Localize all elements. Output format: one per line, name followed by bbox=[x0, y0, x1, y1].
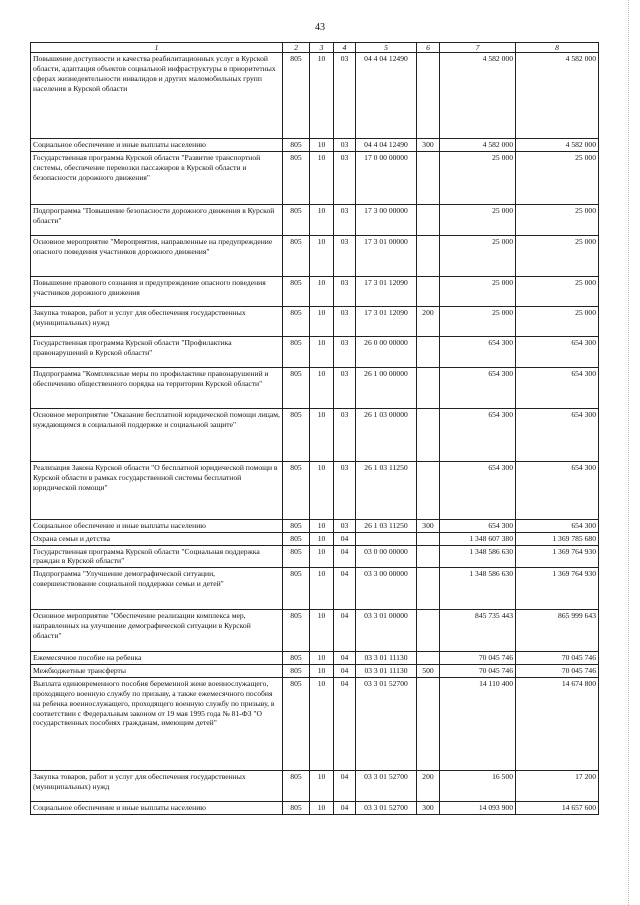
row-value-cell: 03 3 01 00000 bbox=[356, 610, 417, 652]
row-value-cell bbox=[417, 461, 440, 519]
row-value-cell bbox=[417, 336, 440, 367]
row-value-cell: 805 bbox=[283, 235, 310, 276]
row-name-cell: Государственная программа Курской области "Социальная поддержка граждан в Курской области" bbox=[31, 545, 283, 568]
row-value-cell: 03 bbox=[334, 461, 356, 519]
row-value-cell: 805 bbox=[283, 336, 310, 367]
row-value-cell: 03 bbox=[334, 306, 356, 336]
row-value-cell: 70 045 746 bbox=[516, 665, 599, 678]
row-value-cell: 10 bbox=[310, 568, 334, 610]
table-row bbox=[31, 276, 599, 306]
table-row bbox=[31, 610, 599, 652]
page-number: 43 bbox=[315, 22, 325, 33]
table-row bbox=[31, 519, 599, 532]
table-row bbox=[31, 53, 599, 139]
row-value-cell bbox=[417, 545, 440, 568]
row-name-cell: Социальное обеспечение и иные выплаты населению bbox=[31, 802, 283, 815]
row-value-cell: 805 bbox=[283, 408, 310, 461]
row-name-cell: Социальное обеспечение и иные выплаты населению bbox=[31, 519, 283, 532]
row-name-cell: Подпрограмма "Повышение безопасности дорожного движения в Курской области" bbox=[31, 204, 283, 235]
row-value-cell: 500 bbox=[417, 665, 440, 678]
row-value-cell: 04 bbox=[334, 568, 356, 610]
row-value-cell: 10 bbox=[310, 771, 334, 802]
row-value-cell: 654 300 bbox=[440, 336, 516, 367]
row-value-cell bbox=[417, 53, 440, 139]
header-cell: 8 bbox=[516, 43, 599, 53]
row-value-cell: 17 3 01 12090 bbox=[356, 276, 417, 306]
row-value-cell bbox=[417, 610, 440, 652]
row-value-cell bbox=[417, 408, 440, 461]
header-cell: 2 bbox=[283, 43, 310, 53]
row-value-cell bbox=[417, 204, 440, 235]
row-value-cell: 17 0 00 00000 bbox=[356, 151, 417, 204]
row-value-cell: 04 bbox=[334, 665, 356, 678]
row-value-cell: 25 000 bbox=[516, 276, 599, 306]
row-value-cell: 654 300 bbox=[440, 367, 516, 408]
table-row bbox=[31, 532, 599, 545]
row-value-cell: 26 1 00 00000 bbox=[356, 367, 417, 408]
row-value-cell: 70 045 746 bbox=[440, 665, 516, 678]
row-value-cell: 03 bbox=[334, 53, 356, 139]
row-value-cell: 03 bbox=[334, 139, 356, 152]
table-row bbox=[31, 235, 599, 276]
row-value-cell: 04 4 04 12490 bbox=[356, 139, 417, 152]
table-row bbox=[31, 408, 599, 461]
row-value-cell: 654 300 bbox=[516, 461, 599, 519]
row-value-cell: 865 999 643 bbox=[516, 610, 599, 652]
row-value-cell: 654 300 bbox=[440, 408, 516, 461]
row-value-cell: 300 bbox=[417, 139, 440, 152]
header-cell: 3 bbox=[310, 43, 334, 53]
row-value-cell: 10 bbox=[310, 235, 334, 276]
row-value-cell: 04 bbox=[334, 652, 356, 665]
row-value-cell: 300 bbox=[417, 519, 440, 532]
table-row bbox=[31, 771, 599, 802]
row-value-cell: 10 bbox=[310, 545, 334, 568]
row-value-cell: 26 0 00 00000 bbox=[356, 336, 417, 367]
row-value-cell: 10 bbox=[310, 802, 334, 815]
row-value-cell: 10 bbox=[310, 139, 334, 152]
header-cell: 4 bbox=[334, 43, 356, 53]
row-name-cell: Повышение доступности и качества реабилитационных услуг в Курской области, адаптация объектов социальной инфраструктуры в приоритетных сферах жизнедеятельности инвалидов и других маломобильных групп населения в Курской области bbox=[31, 53, 283, 139]
row-value-cell: 10 bbox=[310, 408, 334, 461]
row-value-cell: 1 348 586 630 bbox=[440, 545, 516, 568]
table-row bbox=[31, 545, 599, 568]
header-row bbox=[31, 43, 599, 53]
row-value-cell: 300 bbox=[417, 802, 440, 815]
row-value-cell: 805 bbox=[283, 204, 310, 235]
table-row bbox=[31, 336, 599, 367]
binding-line bbox=[628, 0, 630, 905]
row-name-cell: Основное мероприятие "Обеспечение реализации комплекса мер, направленных на улучшение демографической ситуации в Курской области" bbox=[31, 610, 283, 652]
table-row bbox=[31, 139, 599, 152]
row-value-cell: 654 300 bbox=[516, 336, 599, 367]
row-value-cell: 25 000 bbox=[440, 235, 516, 276]
row-value-cell: 805 bbox=[283, 139, 310, 152]
row-value-cell: 03 3 01 11130 bbox=[356, 652, 417, 665]
row-value-cell: 654 300 bbox=[516, 408, 599, 461]
row-value-cell: 805 bbox=[283, 151, 310, 204]
row-value-cell bbox=[356, 532, 417, 545]
row-name-cell: Социальное обеспечение и иные выплаты населению bbox=[31, 139, 283, 152]
row-value-cell: 04 bbox=[334, 532, 356, 545]
row-name-cell: Закупка товаров, работ и услуг для обеспечения государственных (муниципальных) нужд bbox=[31, 306, 283, 336]
row-value-cell: 03 bbox=[334, 367, 356, 408]
table-body bbox=[31, 53, 599, 815]
budget-table bbox=[30, 42, 599, 815]
row-value-cell: 10 bbox=[310, 519, 334, 532]
row-value-cell: 1 348 586 630 bbox=[440, 568, 516, 610]
row-value-cell: 845 735 443 bbox=[440, 610, 516, 652]
header-cell: 7 bbox=[440, 43, 516, 53]
row-name-cell: Подпрограмма "Комплексные меры по профилактике правонарушений и обеспечению общественного порядка на территории Курской области" bbox=[31, 367, 283, 408]
row-value-cell: 03 3 00 00000 bbox=[356, 568, 417, 610]
row-value-cell: 805 bbox=[283, 276, 310, 306]
row-value-cell: 70 045 746 bbox=[440, 652, 516, 665]
row-value-cell: 10 bbox=[310, 610, 334, 652]
row-value-cell: 805 bbox=[283, 532, 310, 545]
row-value-cell: 1 369 764 930 bbox=[516, 568, 599, 610]
table-row bbox=[31, 306, 599, 336]
row-value-cell bbox=[417, 235, 440, 276]
row-value-cell: 03 bbox=[334, 151, 356, 204]
row-value-cell: 03 bbox=[334, 204, 356, 235]
row-value-cell bbox=[417, 678, 440, 771]
row-value-cell: 04 bbox=[334, 678, 356, 771]
row-value-cell: 04 4 04 12490 bbox=[356, 53, 417, 139]
row-value-cell: 1 369 764 930 bbox=[516, 545, 599, 568]
table-row bbox=[31, 568, 599, 610]
row-name-cell: Реализация Закона Курской области "О бесплатной юридической помощи в Курской области в рамках государственной системы бесплатной юридической помощи" bbox=[31, 461, 283, 519]
row-value-cell: 04 bbox=[334, 802, 356, 815]
row-value-cell bbox=[417, 532, 440, 545]
row-value-cell: 10 bbox=[310, 652, 334, 665]
header-cell: 1 bbox=[31, 43, 283, 53]
row-value-cell: 10 bbox=[310, 665, 334, 678]
table-row bbox=[31, 665, 599, 678]
row-value-cell bbox=[417, 367, 440, 408]
row-value-cell: 03 bbox=[334, 336, 356, 367]
row-value-cell bbox=[417, 276, 440, 306]
row-value-cell: 10 bbox=[310, 306, 334, 336]
row-value-cell bbox=[417, 652, 440, 665]
row-value-cell: 14 110 400 bbox=[440, 678, 516, 771]
row-value-cell: 10 bbox=[310, 276, 334, 306]
row-value-cell: 25 000 bbox=[516, 235, 599, 276]
row-value-cell: 03 bbox=[334, 408, 356, 461]
row-name-cell: Государственная программа Курской области "Профилактика правонарушений в Курской области" bbox=[31, 336, 283, 367]
row-value-cell: 25 000 bbox=[516, 306, 599, 336]
row-name-cell: Охрана семьи и детства bbox=[31, 532, 283, 545]
row-value-cell: 805 bbox=[283, 461, 310, 519]
row-value-cell: 805 bbox=[283, 306, 310, 336]
row-value-cell: 805 bbox=[283, 652, 310, 665]
table-row bbox=[31, 652, 599, 665]
row-value-cell: 03 bbox=[334, 235, 356, 276]
row-value-cell: 805 bbox=[283, 545, 310, 568]
row-value-cell: 654 300 bbox=[440, 519, 516, 532]
row-value-cell bbox=[417, 151, 440, 204]
row-value-cell: 805 bbox=[283, 610, 310, 652]
header-cell: 5 bbox=[356, 43, 417, 53]
row-value-cell bbox=[417, 568, 440, 610]
row-value-cell: 04 bbox=[334, 610, 356, 652]
row-value-cell: 17 3 01 12090 bbox=[356, 306, 417, 336]
row-value-cell: 805 bbox=[283, 568, 310, 610]
row-value-cell: 200 bbox=[417, 771, 440, 802]
row-value-cell: 1 348 607 380 bbox=[440, 532, 516, 545]
row-value-cell: 654 300 bbox=[516, 519, 599, 532]
table-row bbox=[31, 204, 599, 235]
row-value-cell: 10 bbox=[310, 204, 334, 235]
row-value-cell: 03 3 01 52700 bbox=[356, 802, 417, 815]
row-value-cell: 17 3 00 00000 bbox=[356, 204, 417, 235]
row-value-cell: 10 bbox=[310, 461, 334, 519]
row-value-cell: 03 3 01 11130 bbox=[356, 665, 417, 678]
row-value-cell: 25 000 bbox=[516, 151, 599, 204]
row-value-cell: 1 369 785 680 bbox=[516, 532, 599, 545]
row-value-cell: 14 674 800 bbox=[516, 678, 599, 771]
row-value-cell: 70 045 746 bbox=[516, 652, 599, 665]
row-value-cell: 10 bbox=[310, 678, 334, 771]
row-value-cell: 26 1 03 00000 bbox=[356, 408, 417, 461]
row-value-cell: 4 582 000 bbox=[516, 139, 599, 152]
table-row bbox=[31, 151, 599, 204]
row-value-cell: 10 bbox=[310, 532, 334, 545]
row-value-cell: 03 bbox=[334, 519, 356, 532]
row-value-cell: 17 3 01 00000 bbox=[356, 235, 417, 276]
row-value-cell: 25 000 bbox=[440, 276, 516, 306]
row-value-cell: 4 582 000 bbox=[516, 53, 599, 139]
row-value-cell: 200 bbox=[417, 306, 440, 336]
row-value-cell: 4 582 000 bbox=[440, 139, 516, 152]
table-row bbox=[31, 802, 599, 815]
table-row bbox=[31, 461, 599, 519]
row-value-cell: 805 bbox=[283, 771, 310, 802]
row-value-cell: 14 657 600 bbox=[516, 802, 599, 815]
row-value-cell: 03 3 01 52700 bbox=[356, 678, 417, 771]
row-value-cell: 25 000 bbox=[440, 151, 516, 204]
row-name-cell: Основное мероприятие "Оказание бесплатной юридической помощи лицам, нуждающимся в социальной поддержке и социальной защите" bbox=[31, 408, 283, 461]
row-value-cell: 26 1 03 11250 bbox=[356, 519, 417, 532]
row-value-cell: 805 bbox=[283, 519, 310, 532]
row-value-cell: 04 bbox=[334, 545, 356, 568]
row-value-cell: 17 200 bbox=[516, 771, 599, 802]
row-name-cell: Основное мероприятие "Мероприятия, направленные на предупреждение опасного поведения участников дорожного движения" bbox=[31, 235, 283, 276]
row-value-cell: 16 500 bbox=[440, 771, 516, 802]
row-value-cell: 654 300 bbox=[440, 461, 516, 519]
row-name-cell: Повышение правового сознания и предупреждение опасного поведения участников дорожного движения bbox=[31, 276, 283, 306]
row-value-cell: 805 bbox=[283, 678, 310, 771]
row-name-cell: Выплата единовременного пособия беременной жене военнослужащего, проходящего военную службу по призыву, а также ежемесячного пособия на ребенка военнослужащего, проходящего военную службу по призыву, в соответствии с Федеральным законом от 19 мая 1995 года № 81-ФЗ "О государственных пособиях гражданам, имеющим детей" bbox=[31, 678, 283, 771]
table-row bbox=[31, 678, 599, 771]
row-name-cell: Ежемесячное пособие на ребенка bbox=[31, 652, 283, 665]
table-row bbox=[31, 367, 599, 408]
row-value-cell: 10 bbox=[310, 336, 334, 367]
row-value-cell: 03 0 00 00000 bbox=[356, 545, 417, 568]
row-name-cell: Подпрограмма "Улучшение демографической ситуации, совершенствование социальной поддержки семьи и детей" bbox=[31, 568, 283, 610]
row-value-cell: 10 bbox=[310, 151, 334, 204]
row-value-cell: 805 bbox=[283, 665, 310, 678]
row-value-cell: 04 bbox=[334, 771, 356, 802]
row-value-cell: 4 582 000 bbox=[440, 53, 516, 139]
row-value-cell: 03 bbox=[334, 276, 356, 306]
row-value-cell: 10 bbox=[310, 367, 334, 408]
row-value-cell: 14 093 900 bbox=[440, 802, 516, 815]
row-value-cell: 26 1 03 11250 bbox=[356, 461, 417, 519]
row-value-cell: 10 bbox=[310, 53, 334, 139]
row-name-cell: Государственная программа Курской области "Развитие транспортной системы, обеспечение перевозки пассажиров в Курской области и безопасности дорожного движения" bbox=[31, 151, 283, 204]
row-value-cell: 25 000 bbox=[440, 204, 516, 235]
row-value-cell: 805 bbox=[283, 802, 310, 815]
row-name-cell: Межбюджетные трансферты bbox=[31, 665, 283, 678]
row-value-cell: 805 bbox=[283, 53, 310, 139]
row-name-cell: Закупка товаров, работ и услуг для обеспечения государственных (муниципальных) нужд bbox=[31, 771, 283, 802]
header-cell: 6 bbox=[417, 43, 440, 53]
row-value-cell: 25 000 bbox=[440, 306, 516, 336]
row-value-cell: 805 bbox=[283, 367, 310, 408]
row-value-cell: 654 300 bbox=[516, 367, 599, 408]
row-value-cell: 25 000 bbox=[516, 204, 599, 235]
row-value-cell: 03 3 01 52700 bbox=[356, 771, 417, 802]
